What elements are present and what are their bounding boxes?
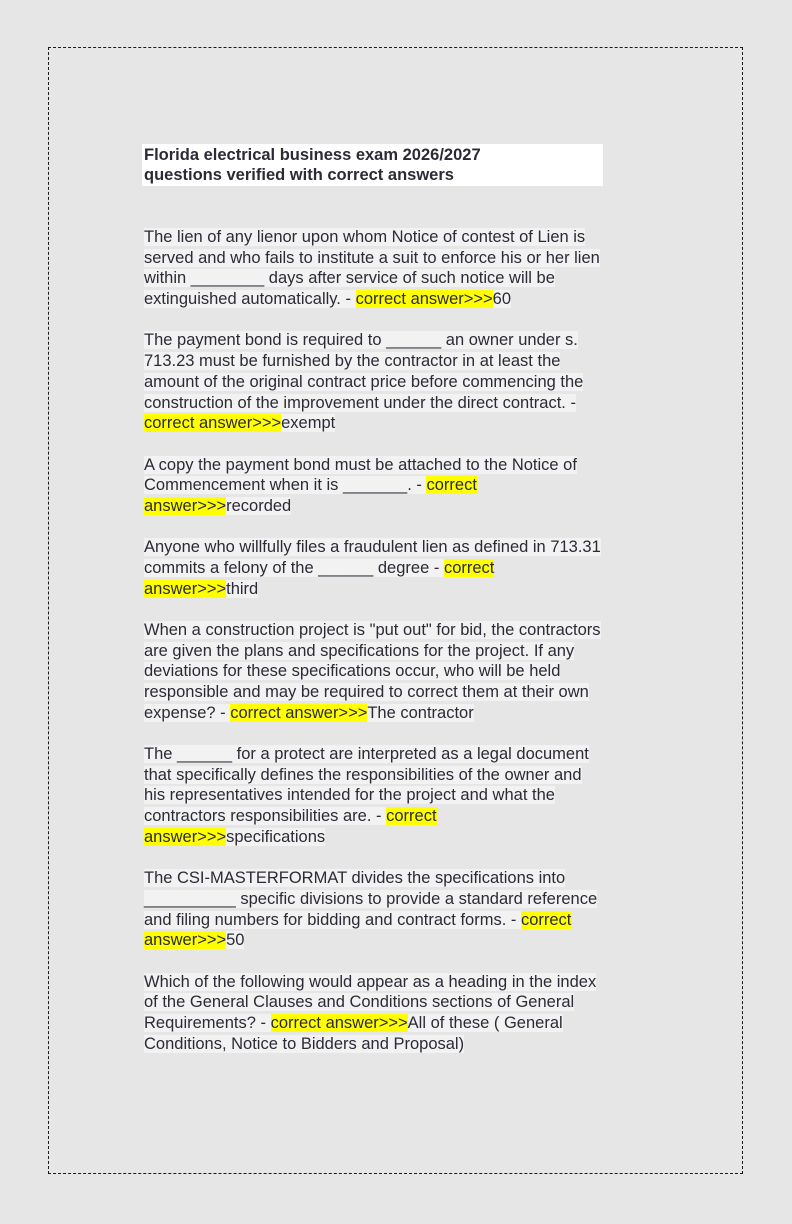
qa-line: [144, 785, 654, 806]
qa-text: deviations for these specifications occur, who will be held: [144, 662, 561, 681]
qa-text: are given the plans and specifications for the project. If any: [144, 641, 575, 660]
qa-line: [144, 827, 654, 848]
qa-line: [144, 455, 654, 476]
qa-text: contractors responsibilities are. -: [144, 807, 387, 826]
qa-text: The CSI-MASTERFORMAT divides the specifications into: [144, 869, 566, 888]
qa-list: [144, 227, 654, 1075]
qa-line: [144, 227, 654, 248]
qa-text: Requirements? -: [144, 1013, 271, 1032]
qa-text: and filing numbers for bidding and contract forms. -: [144, 910, 521, 929]
qa-text: within ________ days after service of such notice will be: [144, 269, 555, 288]
qa-item: [144, 868, 654, 951]
qa-text: Anyone who willfully files a fraudulent lien as defined in 713.31: [144, 538, 601, 557]
qa-text: 713.23 must be furnished by the contractor in at least the: [144, 352, 561, 371]
qa-item: [144, 744, 654, 848]
qa-text: Which of the following would appear as a heading in the index: [144, 972, 597, 991]
qa-line: [144, 372, 654, 393]
answer-label-highlight: correct: [386, 807, 437, 826]
qa-line: [144, 806, 654, 827]
qa-line: [144, 579, 654, 600]
qa-text: 60: [492, 290, 512, 309]
answer-label-highlight: answer>>>: [144, 496, 227, 515]
qa-line: [144, 475, 654, 496]
qa-text: construction of the improvement under the direct contract. -: [144, 393, 576, 412]
title-line-2: questions verified with correct answers: [144, 166, 454, 184]
qa-item: [144, 537, 654, 599]
answer-label-highlight: answer>>>: [144, 931, 227, 950]
answer-label-highlight: correct: [520, 910, 572, 929]
qa-item: [144, 620, 654, 724]
qa-line: [144, 992, 654, 1013]
qa-line: [144, 268, 654, 289]
qa-text: expense? -: [144, 703, 231, 722]
qa-line: [144, 910, 654, 931]
qa-item: [144, 330, 654, 434]
qa-text: his representatives intended for the project and what the: [144, 786, 555, 805]
qa-text: When a construction project is "put out" for bid, the contractors: [144, 620, 601, 639]
answer-label-highlight: correct: [426, 476, 477, 495]
qa-line: [144, 703, 654, 724]
qa-line: [144, 765, 654, 786]
qa-line: [144, 930, 654, 951]
qa-line: [144, 889, 654, 910]
qa-line: [144, 868, 654, 889]
qa-line: [144, 289, 654, 310]
qa-text: All of these ( General: [407, 1013, 563, 1032]
answer-label-highlight: answer>>>: [144, 827, 227, 846]
qa-line: [144, 351, 654, 372]
qa-line: [144, 682, 654, 703]
qa-text: of the General Clauses and Conditions sections of General: [144, 993, 575, 1012]
qa-text: The lien of any lienor upon whom Notice of contest of Lien is: [144, 228, 586, 246]
qa-text: that specifically defines the responsibilities of the owner and: [144, 765, 582, 784]
answer-label-highlight: answer>>>: [144, 579, 227, 598]
qa-item: [144, 227, 654, 310]
qa-line: [144, 1013, 654, 1034]
qa-item: [144, 455, 654, 517]
qa-line: [144, 972, 654, 993]
qa-line: [144, 744, 654, 765]
qa-text: Conditions, Notice to Bidders and Proposal): [144, 1034, 465, 1053]
qa-line: [144, 330, 654, 351]
qa-line: [144, 1034, 654, 1055]
qa-line: [144, 641, 654, 662]
qa-text: recorded: [226, 496, 292, 515]
qa-text: The payment bond is required to ______ an owner under s.: [144, 331, 578, 350]
qa-line: [144, 496, 654, 517]
qa-text: specifications: [226, 827, 326, 846]
qa-text: exempt: [281, 414, 336, 433]
qa-text: The ______ for a protect are interpreted as a legal document: [144, 745, 589, 764]
qa-text: commits a felony of the ______ degree -: [144, 558, 444, 577]
qa-text: __________ specific divisions to provide a standard reference: [144, 889, 598, 908]
answer-label-highlight: correct answer>>>: [144, 414, 282, 433]
qa-text: responsible and may be required to correct them at their own: [144, 683, 589, 702]
qa-text: A copy the payment bond must be attached to the Notice of: [144, 455, 577, 474]
qa-text: The contractor: [367, 703, 474, 722]
answer-label-highlight: correct answer>>>: [230, 703, 368, 722]
qa-item: [144, 972, 654, 1055]
document-title: [142, 144, 603, 186]
qa-line: [144, 393, 654, 414]
qa-text: third: [226, 579, 259, 598]
qa-line: [144, 661, 654, 682]
qa-text: extinguished automatically. -: [144, 290, 356, 309]
qa-line: [144, 558, 654, 579]
qa-text: Commencement when it is _______. -: [144, 476, 427, 495]
qa-line: [144, 413, 654, 434]
answer-label-highlight: correct answer>>>: [270, 1013, 408, 1032]
qa-line: [144, 620, 654, 641]
answer-label-highlight: correct: [443, 558, 495, 577]
qa-line: [144, 537, 654, 558]
answer-label-highlight: correct answer>>>: [355, 290, 493, 309]
qa-text: 50: [226, 931, 245, 950]
qa-text: amount of the original contract price before commencing the: [144, 372, 584, 391]
qa-text: served and who fails to institute a suit to enforce his or her lien: [144, 248, 600, 267]
title-line-1: Florida electrical business exam 2026/2027: [144, 146, 481, 164]
qa-line: [144, 248, 654, 269]
